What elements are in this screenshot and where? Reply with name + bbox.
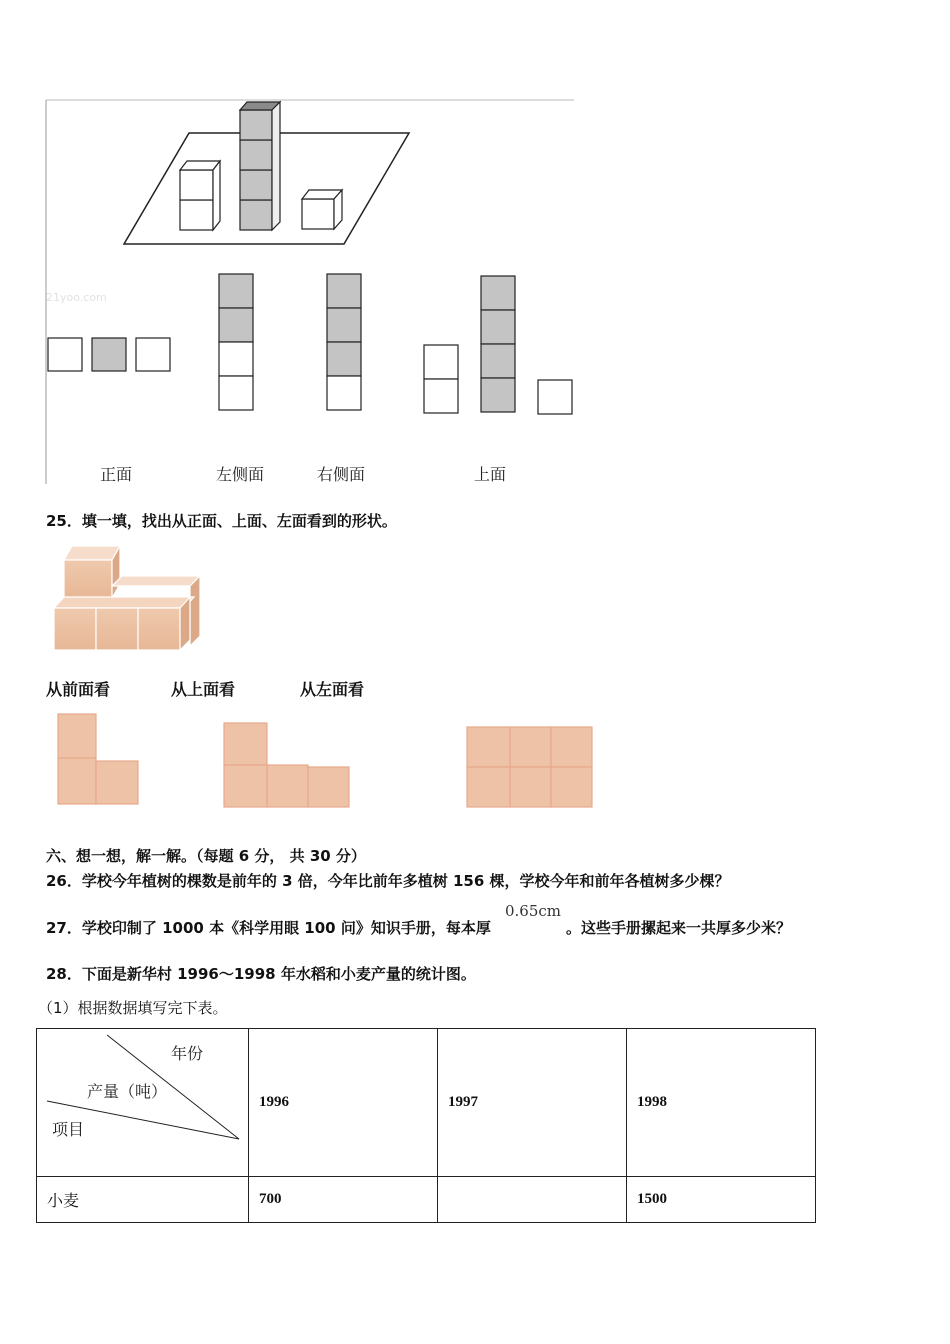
diag-unit-label: 产量（吨） bbox=[87, 1082, 168, 1101]
view-label-top: 从上面看 bbox=[171, 680, 236, 699]
front-view-square bbox=[96, 761, 138, 804]
question-28: 28．下面是新华村 1996～1998 年水稻和小麦产量的统计图。 bbox=[46, 965, 476, 983]
top-view-square bbox=[267, 765, 308, 807]
year-header-cell: 1998 bbox=[627, 1029, 816, 1177]
left-view-square bbox=[551, 767, 592, 807]
question-25: 25．填一填，找出从正面、上面、左面看到的形状。 bbox=[46, 512, 397, 530]
table-header-row bbox=[37, 1029, 816, 1177]
question-27-before: 27．学校印制了 1000 本《科学用眼 100 问》知识手册，每本厚 bbox=[46, 919, 491, 937]
figure-cube-model bbox=[50, 540, 205, 655]
question-27-thickness: 0.65cm bbox=[505, 902, 562, 920]
year-header-cell: 1997 bbox=[438, 1029, 627, 1177]
svg-text:21yoo.com: 21yoo.com bbox=[46, 291, 107, 304]
diagonal-lines bbox=[37, 1029, 248, 1177]
question-28-sub1: （1）根据数据填写完下表。 bbox=[38, 999, 228, 1017]
left-view-square bbox=[467, 767, 510, 807]
view-shapes bbox=[50, 708, 610, 812]
row-label-cell: 小麦 bbox=[37, 1177, 249, 1223]
front-view-square bbox=[58, 714, 96, 758]
diag-year-label: 年份 bbox=[171, 1044, 204, 1063]
top-view-square bbox=[308, 767, 349, 807]
label-top: 上面 bbox=[474, 465, 507, 484]
option-front-square bbox=[136, 338, 170, 371]
question-26: 26．学校今年植树的棵数是前年的 3 倍，今年比前年多植树 156 棵，学校今年和前年各植树多少棵？ bbox=[46, 872, 730, 890]
question-27-after: 。这些手册摞起来一共厚多少米？ bbox=[566, 919, 792, 937]
left-view-square bbox=[510, 727, 551, 767]
left-view-square bbox=[510, 767, 551, 807]
value-cell: 1500 bbox=[627, 1177, 816, 1223]
view-shapes-drawing bbox=[50, 708, 610, 812]
label-left-side: 左侧面 bbox=[216, 465, 265, 484]
left-view-square bbox=[551, 727, 592, 767]
label-right-side: 右侧面 bbox=[317, 465, 366, 484]
view-label-left: 从左面看 bbox=[300, 680, 365, 699]
option-front-square bbox=[92, 338, 126, 371]
table-row-wheat bbox=[37, 1177, 816, 1223]
option-front-square bbox=[48, 338, 82, 371]
top-view-square bbox=[224, 765, 267, 807]
production-table bbox=[36, 1028, 816, 1223]
left-view-square bbox=[467, 727, 510, 767]
cube-model-drawing bbox=[50, 540, 205, 655]
section-6-title: 六、想一想，解一解。（每题 6 分， 共 30 分） bbox=[46, 847, 366, 865]
figure-stack-views bbox=[44, 98, 576, 486]
diag-item-label: 项目 bbox=[52, 1120, 85, 1139]
stack-views-drawing bbox=[44, 98, 576, 486]
question-27 bbox=[46, 917, 491, 938]
top-view-square bbox=[224, 723, 267, 765]
year-header-cell: 1996 bbox=[249, 1029, 438, 1177]
view-label-front: 从前面看 bbox=[46, 680, 111, 699]
label-front: 正面 bbox=[100, 465, 133, 484]
value-cell: 700 bbox=[249, 1177, 438, 1223]
diagonal-header-cell bbox=[37, 1029, 249, 1177]
front-view-square bbox=[58, 758, 96, 804]
value-cell[interactable] bbox=[438, 1177, 627, 1223]
